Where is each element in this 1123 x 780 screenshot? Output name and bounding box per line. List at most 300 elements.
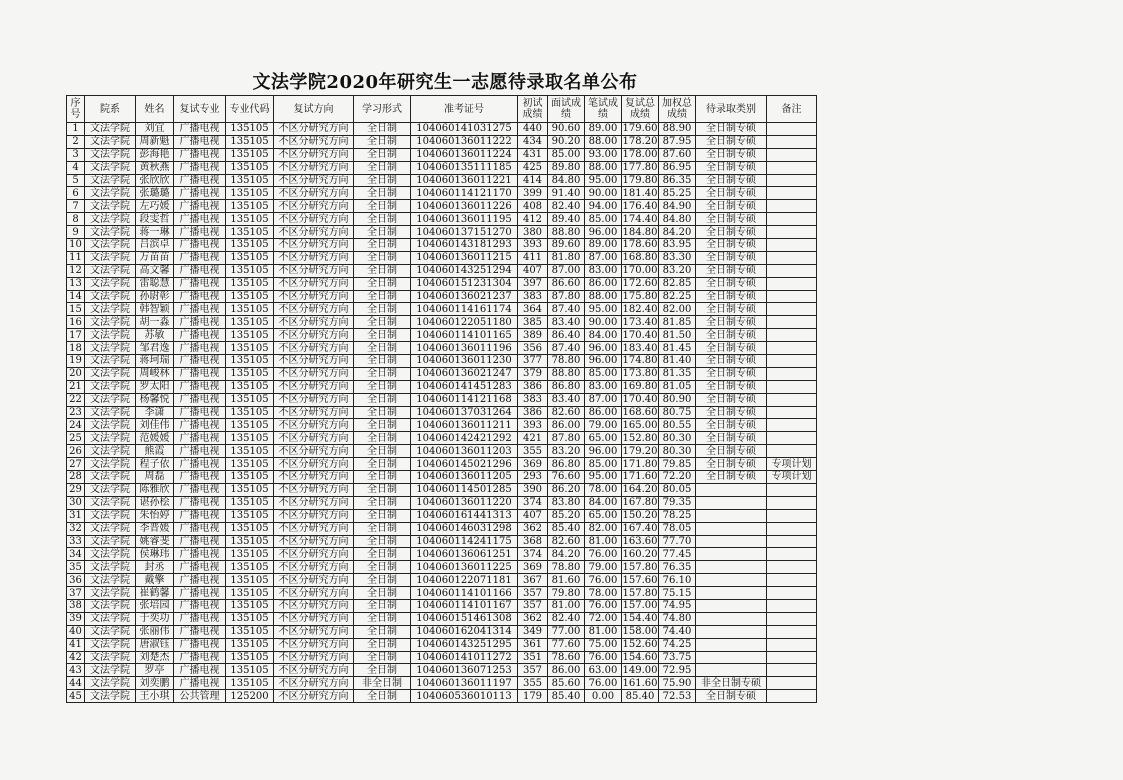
table-cell: 104060136011197 bbox=[411, 677, 518, 690]
table-cell: 唐淑钰 bbox=[136, 638, 174, 651]
table-cell: 383 bbox=[518, 393, 548, 406]
table-cell: 范媛媛 bbox=[136, 432, 174, 445]
table-cell: 全日制 bbox=[354, 483, 411, 496]
table-cell: 广播电视 bbox=[174, 200, 226, 213]
column-header: 复试方向 bbox=[274, 96, 354, 123]
table-cell: 135105 bbox=[226, 483, 274, 496]
table-cell: 不区分研究方向 bbox=[274, 367, 354, 380]
table-cell: 104060136021237 bbox=[411, 290, 518, 303]
table-cell: 28 bbox=[67, 471, 85, 484]
table-cell: 38 bbox=[67, 599, 85, 612]
table-cell: 135105 bbox=[226, 226, 274, 239]
table-cell: 广播电视 bbox=[174, 432, 226, 445]
table-cell: 全日制 bbox=[354, 651, 411, 664]
table-cell: 76.10 bbox=[659, 574, 696, 587]
table-cell: 87.00 bbox=[585, 393, 622, 406]
table-cell bbox=[767, 561, 817, 574]
table-row bbox=[67, 458, 817, 471]
table-cell: 81.60 bbox=[548, 574, 585, 587]
table-cell bbox=[767, 342, 817, 355]
column-header: 序号 bbox=[67, 96, 85, 123]
table-cell: 135105 bbox=[226, 251, 274, 264]
table-row bbox=[67, 277, 817, 290]
table-row bbox=[67, 135, 817, 148]
table-cell: 104060141451283 bbox=[411, 380, 518, 393]
table-cell: 84.20 bbox=[548, 548, 585, 561]
table-cell: 17 bbox=[67, 329, 85, 342]
table-cell bbox=[696, 612, 767, 625]
table-cell: 文法学院 bbox=[85, 277, 136, 290]
table-cell: 文法学院 bbox=[85, 548, 136, 561]
table-cell: 377 bbox=[518, 355, 548, 368]
table-cell: 文法学院 bbox=[85, 355, 136, 368]
table-cell: 87.80 bbox=[548, 432, 585, 445]
table-cell bbox=[696, 483, 767, 496]
table-cell: 86.40 bbox=[548, 329, 585, 342]
table-cell: 81.85 bbox=[659, 316, 696, 329]
table-cell: 104060136011222 bbox=[411, 135, 518, 148]
table-cell: 文法学院 bbox=[85, 161, 136, 174]
table-cell: 全日制 bbox=[354, 664, 411, 677]
table-cell: 89.40 bbox=[548, 213, 585, 226]
table-cell: 135105 bbox=[226, 135, 274, 148]
table-cell: 广播电视 bbox=[174, 380, 226, 393]
table-cell: 170.40 bbox=[622, 394, 658, 406]
table-cell: 355 bbox=[518, 445, 548, 458]
table-cell: 文法学院 bbox=[85, 342, 136, 355]
table-cell: 83.95 bbox=[659, 239, 696, 252]
column-header: 学习形式 bbox=[354, 96, 411, 123]
table-cell: 86.80 bbox=[548, 380, 585, 393]
table-cell: 胡一淼 bbox=[136, 316, 174, 329]
table-cell: 374 bbox=[518, 496, 548, 509]
table-cell: 135105 bbox=[226, 458, 274, 471]
table-cell bbox=[767, 445, 817, 458]
table-row bbox=[67, 561, 817, 574]
table-cell: 广播电视 bbox=[174, 290, 226, 303]
table-cell: 全日制 bbox=[354, 148, 411, 161]
table-cell: 文法学院 bbox=[85, 690, 136, 703]
table-cell: 全日制 bbox=[354, 135, 411, 148]
table-row bbox=[67, 522, 817, 535]
table-cell: 157.60 bbox=[622, 574, 658, 586]
table-cell: 不区分研究方向 bbox=[274, 277, 354, 290]
table-cell: 不区分研究方向 bbox=[274, 432, 354, 445]
table-cell: 全日制 bbox=[354, 509, 411, 522]
table-cell: 9 bbox=[67, 226, 85, 239]
table-cell: 104060151231304 bbox=[411, 277, 518, 290]
table-cell: 135105 bbox=[226, 432, 274, 445]
table-cell bbox=[767, 148, 817, 161]
table-cell: 不区分研究方向 bbox=[274, 509, 354, 522]
table-cell: 蒋一琳 bbox=[136, 226, 174, 239]
table-cell: 全日制 bbox=[354, 277, 411, 290]
table-cell: 362 bbox=[518, 612, 548, 625]
table-cell: 10 bbox=[67, 239, 85, 252]
table-cell: 90.00 bbox=[585, 187, 622, 200]
table-cell: 351 bbox=[518, 651, 548, 664]
table-cell: 104060114121170 bbox=[411, 187, 518, 200]
table-cell: 86.00 bbox=[548, 419, 585, 432]
table-row bbox=[67, 638, 817, 651]
table-cell: 不区分研究方向 bbox=[274, 187, 354, 200]
table-cell bbox=[767, 290, 817, 303]
table-cell: 广播电视 bbox=[174, 406, 226, 419]
table-cell: 39 bbox=[67, 612, 85, 625]
table-cell: 88.00 bbox=[585, 135, 622, 148]
table-cell: 104060136011230 bbox=[411, 355, 518, 368]
table-cell: 80.75 bbox=[659, 406, 696, 419]
table-cell: 于奕功 bbox=[136, 612, 174, 625]
table-row bbox=[67, 316, 817, 329]
table-cell: 84.80 bbox=[659, 213, 696, 226]
table-cell: 356 bbox=[518, 342, 548, 355]
table-cell: 不区分研究方向 bbox=[274, 535, 354, 548]
table-row bbox=[67, 535, 817, 548]
table-cell: 全日制专硕 bbox=[696, 200, 767, 213]
table-cell: 75.00 bbox=[585, 638, 622, 651]
table-row bbox=[67, 264, 817, 277]
table-cell: 全日制专硕 bbox=[696, 161, 767, 174]
table-cell: 386 bbox=[518, 380, 548, 393]
table-cell bbox=[767, 509, 817, 522]
table-cell: 177.80 bbox=[622, 162, 658, 174]
table-cell: 104060114161174 bbox=[411, 303, 518, 316]
table-cell: 135105 bbox=[226, 625, 274, 638]
table-cell: 侯琳玮 bbox=[136, 548, 174, 561]
table-cell: 全日制专硕 bbox=[696, 393, 767, 406]
table-cell: 朱怡婷 bbox=[136, 509, 174, 522]
table-cell: 41 bbox=[67, 638, 85, 651]
table-cell: 不区分研究方向 bbox=[274, 123, 354, 136]
column-header: 姓名 bbox=[136, 96, 174, 123]
table-row bbox=[67, 148, 817, 161]
table-cell: 34 bbox=[67, 548, 85, 561]
table-cell: 86.00 bbox=[585, 277, 622, 290]
table-cell: 广播电视 bbox=[174, 496, 226, 509]
table-cell: 72.53 bbox=[659, 690, 696, 703]
table-cell: 全日制 bbox=[354, 187, 411, 200]
table-cell: 全日制专硕 bbox=[696, 277, 767, 290]
table-cell: 不区分研究方向 bbox=[274, 174, 354, 187]
table-cell: 104060136011203 bbox=[411, 445, 518, 458]
table-cell: 不区分研究方向 bbox=[274, 251, 354, 264]
table-cell: 79.85 bbox=[659, 458, 696, 471]
table-cell: 40 bbox=[67, 625, 85, 638]
table-cell: 80.05 bbox=[659, 483, 696, 496]
table-cell: 104060136011225 bbox=[411, 561, 518, 574]
table-cell: 广播电视 bbox=[174, 638, 226, 651]
table-cell: 74.80 bbox=[659, 612, 696, 625]
table-cell: 85.40 bbox=[548, 522, 585, 535]
table-cell: 161.60 bbox=[622, 677, 658, 689]
table-cell: 135105 bbox=[226, 161, 274, 174]
table-cell: 104060122071181 bbox=[411, 574, 518, 587]
table-cell: 85.40 bbox=[622, 690, 659, 703]
table-cell: 广播电视 bbox=[174, 174, 226, 187]
table-cell: 不区分研究方向 bbox=[274, 471, 354, 484]
table-cell: 全日制 bbox=[354, 574, 411, 587]
table-cell: 83.00 bbox=[585, 380, 622, 393]
table-cell bbox=[767, 574, 817, 587]
table-cell: 135105 bbox=[226, 342, 274, 355]
table-cell: 84.00 bbox=[585, 496, 622, 509]
table-row bbox=[67, 342, 817, 355]
table-cell bbox=[767, 329, 817, 342]
table-cell: 15 bbox=[67, 303, 85, 316]
table-cell: 不区分研究方向 bbox=[274, 380, 354, 393]
table-cell: 不区分研究方向 bbox=[274, 226, 354, 239]
table-cell: 文法学院 bbox=[85, 135, 136, 148]
table-cell: 81.35 bbox=[659, 367, 696, 380]
table-cell: 81.05 bbox=[659, 380, 696, 393]
table-cell: 434 bbox=[518, 135, 548, 148]
table-cell bbox=[767, 612, 817, 625]
table-cell: 293 bbox=[518, 471, 548, 484]
table-cell: 357 bbox=[518, 599, 548, 612]
table-cell: 全日制 bbox=[354, 226, 411, 239]
table-cell: 孙尉彰 bbox=[136, 290, 174, 303]
table-cell bbox=[767, 406, 817, 419]
table-cell: 11 bbox=[67, 251, 85, 264]
table-cell: 374 bbox=[518, 548, 548, 561]
table-cell bbox=[767, 161, 817, 174]
table-cell bbox=[767, 200, 817, 213]
table-cell: 全日制专硕 bbox=[696, 174, 767, 187]
table-cell: 全日制 bbox=[354, 393, 411, 406]
table-cell: 152.80 bbox=[622, 432, 658, 444]
table-cell: 104060141031275 bbox=[411, 123, 518, 136]
table-cell: 104060136011226 bbox=[411, 200, 518, 213]
table-cell: 不区分研究方向 bbox=[274, 522, 354, 535]
table-cell: 168.80 bbox=[622, 252, 658, 264]
table-cell: 文法学院 bbox=[85, 471, 136, 484]
table-cell: 397 bbox=[518, 277, 548, 290]
table-cell: 83.80 bbox=[548, 496, 585, 509]
table-cell: 45 bbox=[67, 690, 85, 703]
table-cell: 89.80 bbox=[548, 161, 585, 174]
table-cell: 刘佳伟 bbox=[136, 419, 174, 432]
table-cell: 83.30 bbox=[659, 251, 696, 264]
table-cell: 81.00 bbox=[585, 625, 622, 638]
table-cell: 79.00 bbox=[585, 561, 622, 574]
table-cell: 135105 bbox=[226, 445, 274, 458]
table-cell: 184.80 bbox=[622, 226, 658, 238]
table-cell: 不区分研究方向 bbox=[274, 161, 354, 174]
table-cell: 全日制专硕 bbox=[696, 123, 767, 136]
table-cell: 全日制 bbox=[354, 625, 411, 638]
table-cell: 4 bbox=[67, 161, 85, 174]
table-cell: 440 bbox=[518, 123, 548, 136]
table-cell: 63.00 bbox=[585, 664, 622, 677]
table-cell: 72.95 bbox=[659, 664, 696, 677]
table-cell: 78.00 bbox=[585, 587, 622, 600]
table-cell: 83.20 bbox=[659, 264, 696, 277]
table-cell: 104060142421292 bbox=[411, 432, 518, 445]
table-cell: 81.00 bbox=[548, 599, 585, 612]
table-cell: 文法学院 bbox=[85, 200, 136, 213]
table-cell: 程子依 bbox=[136, 458, 174, 471]
table-cell: 全日制 bbox=[354, 213, 411, 226]
table-cell: 文法学院 bbox=[85, 380, 136, 393]
table-cell: 广播电视 bbox=[174, 419, 226, 432]
table-cell: 全日制 bbox=[354, 355, 411, 368]
table-cell: 104060143181293 bbox=[411, 239, 518, 252]
table-row bbox=[67, 677, 817, 690]
table-cell: 412 bbox=[518, 213, 548, 226]
table-cell: 383 bbox=[518, 290, 548, 303]
table-cell bbox=[767, 690, 817, 703]
table-cell: 135105 bbox=[226, 535, 274, 548]
table-cell bbox=[696, 522, 767, 535]
table-cell bbox=[767, 251, 817, 264]
table-cell: 95.00 bbox=[585, 471, 622, 484]
table-cell bbox=[767, 174, 817, 187]
table-row bbox=[67, 251, 817, 264]
table-cell: 72.00 bbox=[585, 612, 622, 625]
table-cell bbox=[767, 393, 817, 406]
table-cell bbox=[696, 548, 767, 561]
table-row bbox=[67, 509, 817, 522]
table-cell: 文法学院 bbox=[85, 239, 136, 252]
table-cell: 7 bbox=[67, 200, 85, 213]
table-cell: 广播电视 bbox=[174, 251, 226, 264]
table-cell: 104060137031264 bbox=[411, 406, 518, 419]
table-cell: 12 bbox=[67, 264, 85, 277]
table-cell: 88.80 bbox=[548, 367, 585, 380]
table-cell: 全日制 bbox=[354, 123, 411, 136]
table-cell: 135105 bbox=[226, 239, 274, 252]
table-cell: 76.00 bbox=[585, 599, 622, 612]
table-cell: 周新魁 bbox=[136, 135, 174, 148]
table-cell: 77.00 bbox=[548, 625, 585, 638]
table-cell: 168.60 bbox=[622, 407, 658, 419]
table-cell: 全日制专硕 bbox=[696, 251, 767, 264]
table-cell: 181.40 bbox=[622, 187, 658, 199]
table-cell: 全日制 bbox=[354, 458, 411, 471]
table-cell: 不区分研究方向 bbox=[274, 200, 354, 213]
table-cell bbox=[767, 548, 817, 561]
table-cell bbox=[696, 651, 767, 664]
table-cell: 全日制 bbox=[354, 380, 411, 393]
table-cell: 全日制 bbox=[354, 587, 411, 600]
table-cell: 158.00 bbox=[622, 626, 658, 638]
table-cell bbox=[767, 651, 817, 664]
table-cell: 81.80 bbox=[548, 251, 585, 264]
table-cell: 万苗苗 bbox=[136, 251, 174, 264]
table-cell: 94.00 bbox=[585, 200, 622, 213]
table-cell: 88.00 bbox=[585, 290, 622, 303]
table-cell: 179.80 bbox=[622, 175, 658, 186]
table-cell: 0.00 bbox=[585, 690, 622, 703]
table-cell: 167.80 bbox=[622, 497, 658, 509]
table-cell: 不区分研究方向 bbox=[274, 316, 354, 329]
table-cell: 刘奕鹏 bbox=[136, 677, 174, 690]
table-cell: 不区分研究方向 bbox=[274, 406, 354, 419]
table-cell: 179 bbox=[518, 690, 548, 703]
table-cell: 全日制 bbox=[354, 432, 411, 445]
table-cell: 全日制 bbox=[354, 329, 411, 342]
table-cell: 84.90 bbox=[659, 200, 696, 213]
table-row bbox=[67, 174, 817, 187]
table-cell: 104060136011195 bbox=[411, 213, 518, 226]
table-cell: 姚睿斐 bbox=[136, 535, 174, 548]
table-cell: 不区分研究方向 bbox=[274, 496, 354, 509]
table-row bbox=[67, 445, 817, 458]
table-cell: 82.25 bbox=[659, 290, 696, 303]
table-cell: 77.45 bbox=[659, 548, 696, 561]
table-cell: 全日制专硕 bbox=[696, 406, 767, 419]
table-cell: 高文馨 bbox=[136, 264, 174, 277]
table-cell: 蒋珂瑞 bbox=[136, 355, 174, 368]
table-cell: 135105 bbox=[226, 496, 274, 509]
table-cell bbox=[767, 367, 817, 380]
table-cell: 135105 bbox=[226, 213, 274, 226]
table-row bbox=[67, 290, 817, 303]
table-cell: 文法学院 bbox=[85, 522, 136, 535]
table-cell: 88.80 bbox=[548, 226, 585, 239]
table-cell: 81.00 bbox=[585, 535, 622, 548]
table-cell: 广播电视 bbox=[174, 316, 226, 329]
table-cell: 不区分研究方向 bbox=[274, 264, 354, 277]
table-cell: 135105 bbox=[226, 303, 274, 316]
table-cell: 不区分研究方向 bbox=[274, 135, 354, 148]
table-cell: 357 bbox=[518, 587, 548, 600]
table-row bbox=[67, 303, 817, 316]
table-cell: 84.00 bbox=[585, 329, 622, 342]
table-cell: 135105 bbox=[226, 612, 274, 625]
table-cell: 不区分研究方向 bbox=[274, 329, 354, 342]
table-cell: 104060136011205 bbox=[411, 471, 518, 484]
table-cell: 32 bbox=[67, 522, 85, 535]
table-row bbox=[67, 406, 817, 419]
table-cell: 24 bbox=[67, 419, 85, 432]
column-header: 初试成绩 bbox=[518, 96, 548, 123]
table-cell: 文法学院 bbox=[85, 226, 136, 239]
table-cell: 96.00 bbox=[585, 342, 622, 355]
table-cell: 25 bbox=[67, 432, 85, 445]
table-cell: 33 bbox=[67, 535, 85, 548]
table-cell: 李晋媛 bbox=[136, 522, 174, 535]
table-cell: 不区分研究方向 bbox=[274, 638, 354, 651]
table-cell: 广播电视 bbox=[174, 264, 226, 277]
table-cell: 广播电视 bbox=[174, 367, 226, 380]
table-cell: 专项计划 bbox=[767, 458, 817, 471]
table-cell: 全日制专硕 bbox=[696, 329, 767, 342]
table-cell: 135105 bbox=[226, 677, 274, 690]
table-cell: 文法学院 bbox=[85, 445, 136, 458]
table-cell: 173.80 bbox=[622, 368, 658, 380]
table-cell: 80.55 bbox=[659, 419, 696, 432]
table-cell: 86.60 bbox=[548, 277, 585, 290]
table-cell: 425 bbox=[518, 161, 548, 174]
table-cell: 文法学院 bbox=[85, 303, 136, 316]
column-header: 准考证号 bbox=[411, 96, 518, 123]
table-cell: 135105 bbox=[226, 290, 274, 303]
table-cell bbox=[767, 587, 817, 600]
table-cell: 不区分研究方向 bbox=[274, 303, 354, 316]
table-cell: 广播电视 bbox=[174, 574, 226, 587]
table-cell bbox=[696, 574, 767, 587]
table-cell: 文法学院 bbox=[85, 419, 136, 432]
table-cell: 104060143251295 bbox=[411, 638, 518, 651]
table-row bbox=[67, 200, 817, 213]
table-cell: 刘宜 bbox=[136, 123, 174, 136]
table-cell bbox=[767, 535, 817, 548]
table-cell: 135105 bbox=[226, 509, 274, 522]
table-cell: 27 bbox=[67, 458, 85, 471]
table-cell bbox=[767, 599, 817, 612]
